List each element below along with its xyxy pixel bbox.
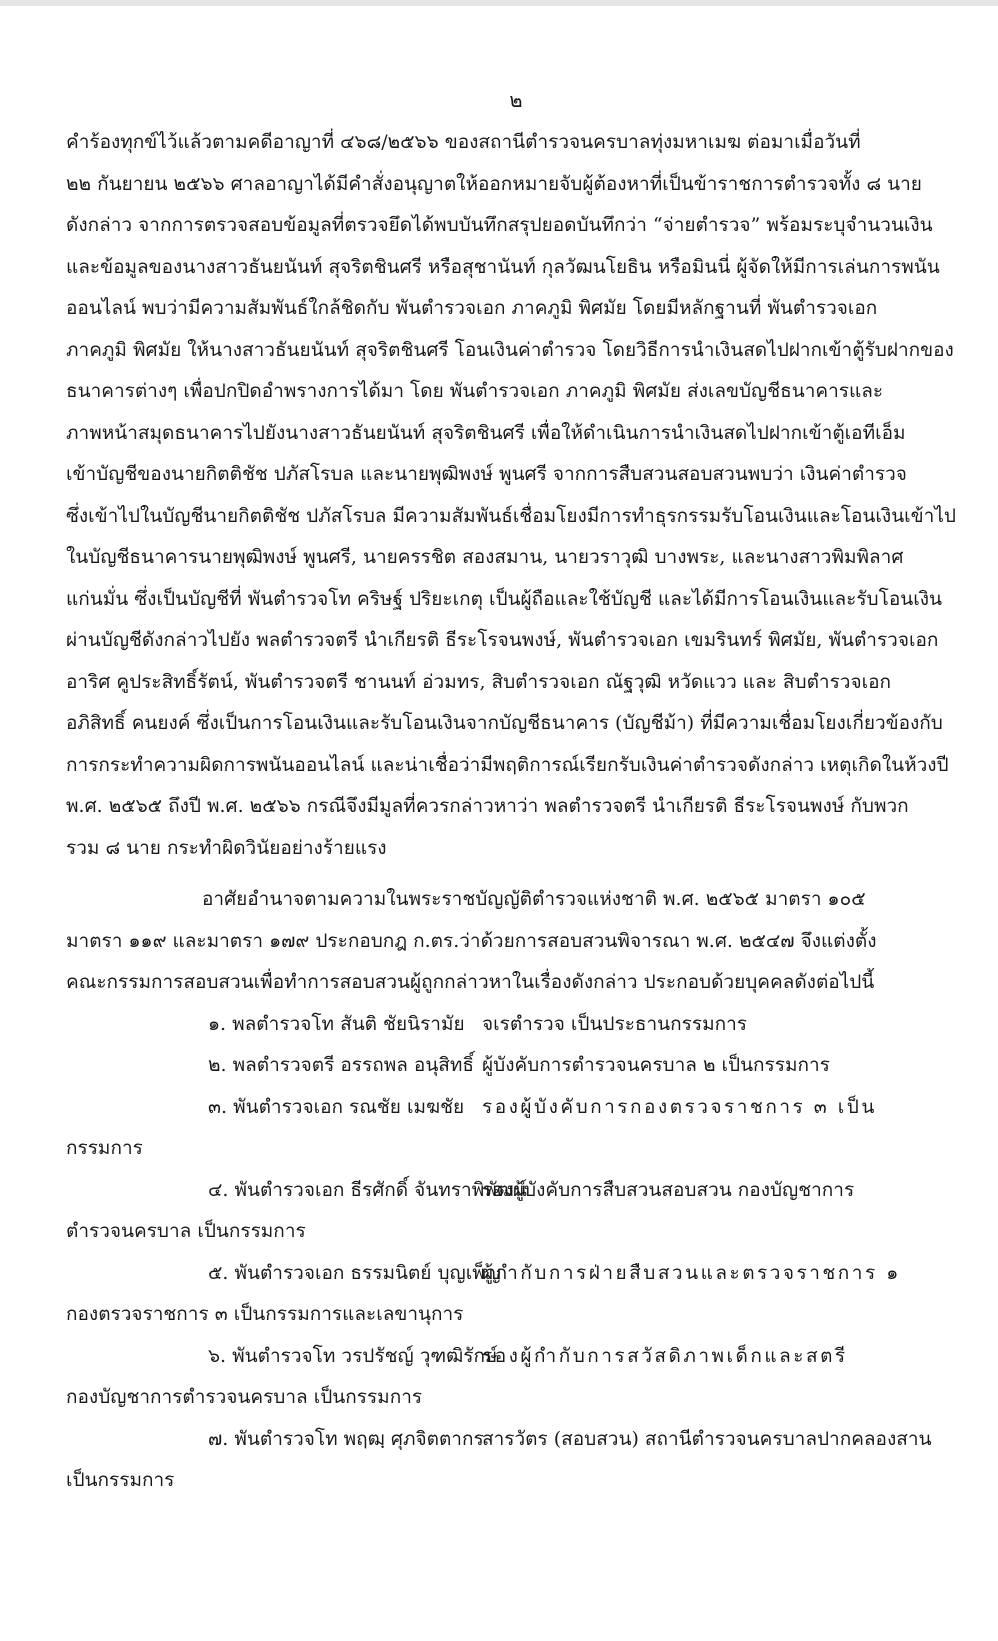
committee-member <box>66 1253 966 1295</box>
paragraph-line: รวม ๘ นาย กระทำผิดวินัยอย่างร้ายแรง <box>66 836 387 859</box>
paragraph-line: มาตรา ๑๑๙ และมาตรา ๑๗๙ ประกอบกฎ ก.ตร.ว่าด้วยการสอบสวนพิจารณา พ.ศ. ๒๕๔๗ จึงแต่งตั้ง <box>66 929 877 952</box>
paragraph-line: ธนาคารต่างๆ เพื่อปกปิดอำพรางการได้มา โดย พันตำรวจเอก ภาคภูมิ พิศมัย ส่งเลขบัญชีธนาคารและ <box>66 380 884 402</box>
paragraph-line: ในบัญชีธนาคารนายพุฒิพงษ์ พูนศรี, นายครรชิต สองสมาน, นายวราวุฒิ บางพระ, และนางสาวพิมพิลาศ <box>66 546 904 568</box>
member-position: รองผู้บังคับการสืบสวนสอบสวน กองบัญชาการ <box>482 1178 855 1201</box>
committee-member <box>66 1087 966 1129</box>
paragraph-authority <box>66 879 966 1004</box>
member-name: ๒. พลตำรวจตรี อรรถพล อนุสิทธิ์ <box>208 1054 475 1076</box>
member-position: รองผู้บังคับการกองตรวจราชการ ๓ เป็น <box>482 1095 877 1118</box>
paragraph-line: คณะกรรมการสอบสวนเพื่อทำการสอบสวนผู้ถูกกล่าวหาในเรื่องดังกล่าว ประกอบด้วยบุคคลดังต่อไปนี้ <box>66 971 875 993</box>
paragraph-line: แก่นมั่น ซึ่งเป็นบัญชีที่ พันตำรวจโท คริษฐ์ ปริยะเกตุ เป็นผู้ถือและใช้บัญชี และได้มีการโอนเงินและรับโอนเงิน <box>66 587 942 610</box>
member-name: ๔. พันตำรวจเอก ธีรศักดิ์ จันทราพิพัฒน์ <box>208 1178 527 1201</box>
committee-member <box>66 1419 966 1461</box>
member-position: จเรตำรวจ เป็นประธานกรรมการ <box>482 1012 747 1035</box>
paragraph-line: พ.ศ. ๒๕๖๕ ถึงปี พ.ศ. ๒๕๖๖ กรณีจึงมีมูลที่ควรกล่าวหาว่า พลตำรวจตรี นำเกียรติ ธีระโรจนพงษ์ กับพวก <box>66 795 909 817</box>
member-position: สารวัตร (สอบสวน) สถานีตำรวจนครบาลปากคลองสาน <box>482 1427 932 1450</box>
member-position: ผู้บังคับการตำรวจนครบาล ๒ เป็นกรรมการ <box>482 1054 830 1076</box>
paragraph-line: ภาพหน้าสมุดธนาคารไปยังนางสาวธันยนันท์ สุจริตชินศรี เพื่อให้ดำเนินการนำเงินสดไปฝากเข้าตู้เอทีเอ็ม <box>66 421 906 444</box>
member-position-continued: เป็นกรรมการ <box>66 1469 175 1491</box>
paragraph-line: ๒๒ กันยายน ๒๕๖๖ ศาลอาญาได้มีคำสั่งอนุญาตให้ออกหมายจับผู้ต้องหาที่เป็นข้าราชการตำรวจทั้ง ๘ นาย <box>66 172 922 195</box>
member-position: รองผู้กำกับการสวัสดิภาพเด็กและสตรี <box>482 1344 848 1367</box>
member-name: ๑. พลตำรวจโท สันติ ชัยนิรามัย <box>208 1012 465 1035</box>
paragraph-line: ซึ่งเข้าไปในบัญชีนายกิตติชัช ปภัสโรบล มีความสัมพันธ์เชื่อมโยงมีการทำธุรกรรมรับโอนเงินและโอนเงินเข้าไป <box>66 504 956 527</box>
committee-member <box>66 1004 966 1046</box>
member-name: ๓. พันตำรวจเอก รณชัย เมฆชัย <box>208 1095 465 1118</box>
member-position-continued: ตำรวจนครบาล เป็นกรรมการ <box>66 1220 306 1242</box>
paragraph-line: อาริศ คูประสิทธิ์รัตน์, พันตำรวจตรี ชานนท์ อ่วมทร, สิบตำรวจเอก ณัฐวุฒิ หวัดแวว และ สิบตำรวจเอก <box>66 670 891 693</box>
committee-member <box>66 1045 966 1087</box>
paragraph-line: ดังกล่าว จากการตรวจสอบข้อมูลที่ตรวจยึดได้พบบันทึกสรุปยอดบันทึกว่า “จ่ายตำรวจ” พร้อมระบุจำนวนเงิน <box>66 214 933 236</box>
committee-list <box>66 1004 966 1502</box>
member-position-continued: กรรมการ <box>66 1137 143 1159</box>
paragraph-line: และข้อมูลของนางสาวธันยนันท์ สุจริตชินศรี หรือสุชานันท์ กุลวัฒนโยธิน หรือมินนี่ ผู้จัดให้มีการเล่นการพนัน <box>66 255 940 278</box>
committee-member <box>66 1336 966 1378</box>
paragraph-line: เข้าบัญชีของนายกิตติชัช ปภัสโรบล และนายพุฒิพงษ์ พูนศรี จากการสืบสวนสอบสวนพบว่า เงินค่าตำรวจ <box>66 463 907 485</box>
paragraph-line: การกระทำความผิดการพนันออนไลน์ และน่าเชื่อว่ามีพฤติการณ์เรียกรับเงินค่าตำรวจดังกล่าว เหตุเกิดในห้วงปี <box>66 753 949 776</box>
paragraph-line: คำร้องทุกข์ไว้แล้วตามคดีอาญาที่ ๔๖๘/๒๕๖๖ ของสถานีตำรวจนครบาลทุ่งมหาเมฆ ต่อมาเมื่อวันที่ <box>66 131 861 153</box>
member-position: ผู้กำกับการฝ่ายสืบสวนและตรวจราชการ ๑ <box>482 1261 901 1284</box>
document-page <box>66 78 966 1502</box>
paragraph-line: อาศัยอำนาจตามความในพระราชบัญญัติตำรวจแห่งชาติ พ.ศ. ๒๕๖๕ มาตรา ๑๐๕ <box>202 888 866 910</box>
member-name: ๖. พันตำรวจโท วรปรัชญ์ วุฑฒิรักษ์ <box>208 1344 498 1367</box>
member-position-continued: กองตรวจราชการ ๓ เป็นกรรมการและเลขานุการ <box>66 1303 464 1325</box>
paragraph-line: ออนไลน์ พบว่ามีความสัมพันธ์ใกล้ชิดกับ พันตำรวจเอก ภาคภูมิ พิศมัย โดยมีหลักฐานที่ พันตำรวจเอก <box>66 297 878 319</box>
member-name: ๗. พันตำรวจโท พฤฒฺ ศุภจิตตากร <box>208 1427 484 1450</box>
page-number: ๒ <box>509 88 523 112</box>
member-name: ๕. พันตำรวจเอก ธรรมนิตย์ บุญเพ็ญ <box>208 1261 501 1284</box>
paragraph-line: อภิสิทธิ์ คนยงค์ ซึ่งเป็นการโอนเงินและรับโอนเงินจากบัญชีธนาคาร (บัญชีม้า) ที่มีความเชื่อมโยงเกี่ยวข้องกับ <box>66 712 943 734</box>
top-border <box>0 0 998 6</box>
member-position-continued: กองบัญชาการตำรวจนครบาล เป็นกรรมการ <box>66 1386 423 1408</box>
committee-member <box>66 1170 966 1212</box>
paragraph-allegation <box>66 122 966 869</box>
paragraph-line: ภาคภูมิ พิศมัย ให้นางสาวธันยนันท์ สุจริตชินศรี โอนเงินค่าตำรวจ โดยวิธีการนำเงินสดไปฝากเข้าตู้รับฝากของ <box>66 338 954 361</box>
paragraph-line: ผ่านบัญชีดังกล่าวไปยัง พลตำรวจตรี นำเกียรติ ธีระโรจนพงษ์, พันตำรวจเอก เขมรินทร์ พิศมัย, พันตำรวจเอก <box>66 629 939 651</box>
